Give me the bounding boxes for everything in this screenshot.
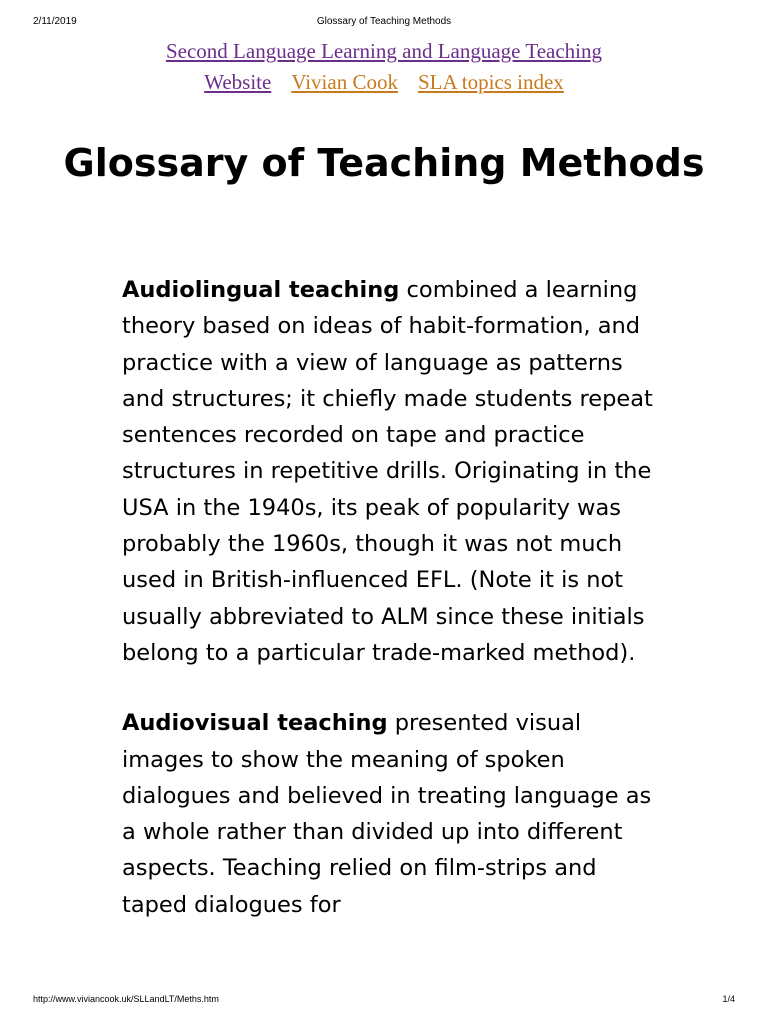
page-title: Glossary of Teaching Methods (63, 141, 705, 185)
glossary-entry (122, 705, 662, 923)
site-nav-line-1 (0, 36, 768, 67)
print-date: 2/11/2019 (33, 16, 77, 27)
site-nav-line-2 (0, 67, 768, 98)
glossary-term: Audiovisual teaching (122, 710, 388, 737)
vivian-cook-link[interactable]: Vivian Cook (291, 70, 398, 94)
glossary-content (122, 272, 662, 957)
print-url: http://www.viviancook.uk/SLLandLT/Meths.htm (33, 994, 219, 1004)
print-title: Glossary of Teaching Methods (316, 16, 452, 27)
glossary-entry (122, 272, 662, 671)
sla-topics-index-link[interactable]: SLA topics index (417, 70, 564, 94)
book-link[interactable]: Second Language Learning and Language Teaching (165, 39, 603, 63)
print-footer (0, 994, 768, 1008)
print-page-number: 1/4 (722, 994, 735, 1004)
site-nav (0, 36, 768, 98)
glossary-term: Audiolingual teaching (122, 277, 400, 303)
glossary-definition: presented visual images to show the meaning of spoken dialogues and believed in treating language as a whole rather than divided up into different aspects. Teaching relied on film-strips and taped dialogues for (122, 710, 652, 918)
website-link[interactable]: Website (204, 70, 272, 94)
glossary-definition: combined a learning theory based on ideas of habit-formation, and practice with a view of language as patterns and structures; it chiefly made students repeat sentences recorded on tape and practice structures in repetitive drills. Originating in the USA in the 1940s, its peak of popularity was probably the 1960s, though it was not much used in British-influenced EFL. (Note it is not usually abbreviated to ALM since these initials belong to a particular trade-marked method). (122, 277, 653, 666)
print-header (0, 16, 768, 32)
